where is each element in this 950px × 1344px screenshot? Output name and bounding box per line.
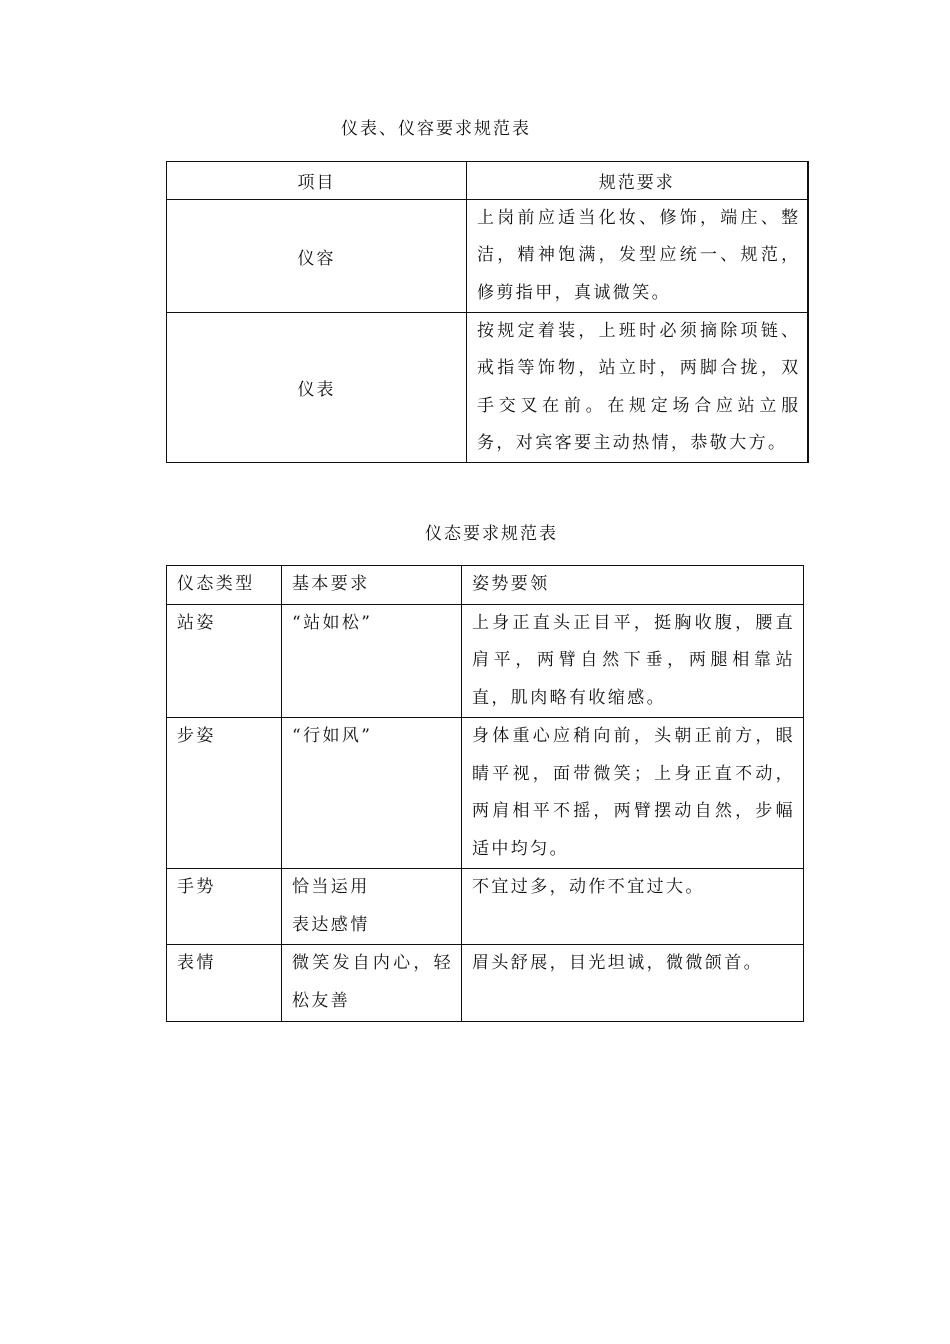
row-type: 步姿 (167, 718, 282, 869)
appearance-standards-table (166, 161, 809, 463)
table-row (167, 604, 804, 718)
row-type: 手势 (167, 869, 282, 945)
row-item: 仪表 (167, 313, 467, 463)
header-item: 项目 (167, 162, 467, 200)
table2-title: 仪态要求规范表 (425, 524, 558, 544)
table1-title: 仪表、仪容要求规范表 (341, 119, 531, 139)
header-essentials: 姿势要领 (462, 566, 804, 605)
row-basic-line: 微笑发自内心，轻松友善 (292, 953, 453, 1011)
row-basic-line-2: 表达感情 (292, 914, 370, 935)
table-header-row (167, 162, 808, 200)
row-essentials: 不宜过多，动作不宜过大。 (462, 869, 804, 945)
table-row (167, 200, 808, 313)
header-type: 仪态类型 (167, 566, 282, 605)
row-requirement: 按规定着装，上班时必须摘除项链、戒指等饰物，站立时，两脚合拢，双手交叉在前。在规定场合应站立服务，对宾客要主动热情，恭敬大方。 (467, 313, 808, 463)
table-row (167, 869, 804, 945)
row-type: 表情 (167, 945, 282, 1022)
row-basic (282, 869, 462, 945)
row-type: 站姿 (167, 604, 282, 718)
table-header-row (167, 566, 804, 605)
row-essentials: 身体重心应稍向前，头朝正前方，眼睛平视，面带微笑；上身正直不动，两肩相平不摇，两臂摆动自然，步幅适中均匀。 (462, 718, 804, 869)
table-row (167, 313, 808, 463)
row-requirement: 上岗前应适当化妆、修饰，端庄、整洁，精神饱满，发型应统一、规范，修剪指甲，真诚微笑。 (467, 200, 808, 313)
header-requirement: 规范要求 (467, 162, 808, 200)
table-row (167, 945, 804, 1022)
row-basic (282, 604, 462, 718)
posture-standards-table (166, 565, 804, 1022)
row-basic (282, 718, 462, 869)
row-item: 仪容 (167, 200, 467, 313)
row-essentials: 上身正直头正目平，挺胸收腹，腰直肩平，两臂自然下垂，两腿相靠站直，肌肉略有收缩感。 (462, 604, 804, 718)
row-basic-line: “行如风” (292, 726, 373, 746)
row-basic-line: 恰当运用 (292, 877, 370, 897)
row-basic-line: “站如松” (292, 612, 373, 633)
row-essentials: 眉头舒展，目光坦诚，微微颌首。 (462, 945, 804, 1022)
header-basic: 基本要求 (282, 566, 462, 605)
row-basic (282, 945, 462, 1022)
table-row (167, 718, 804, 869)
